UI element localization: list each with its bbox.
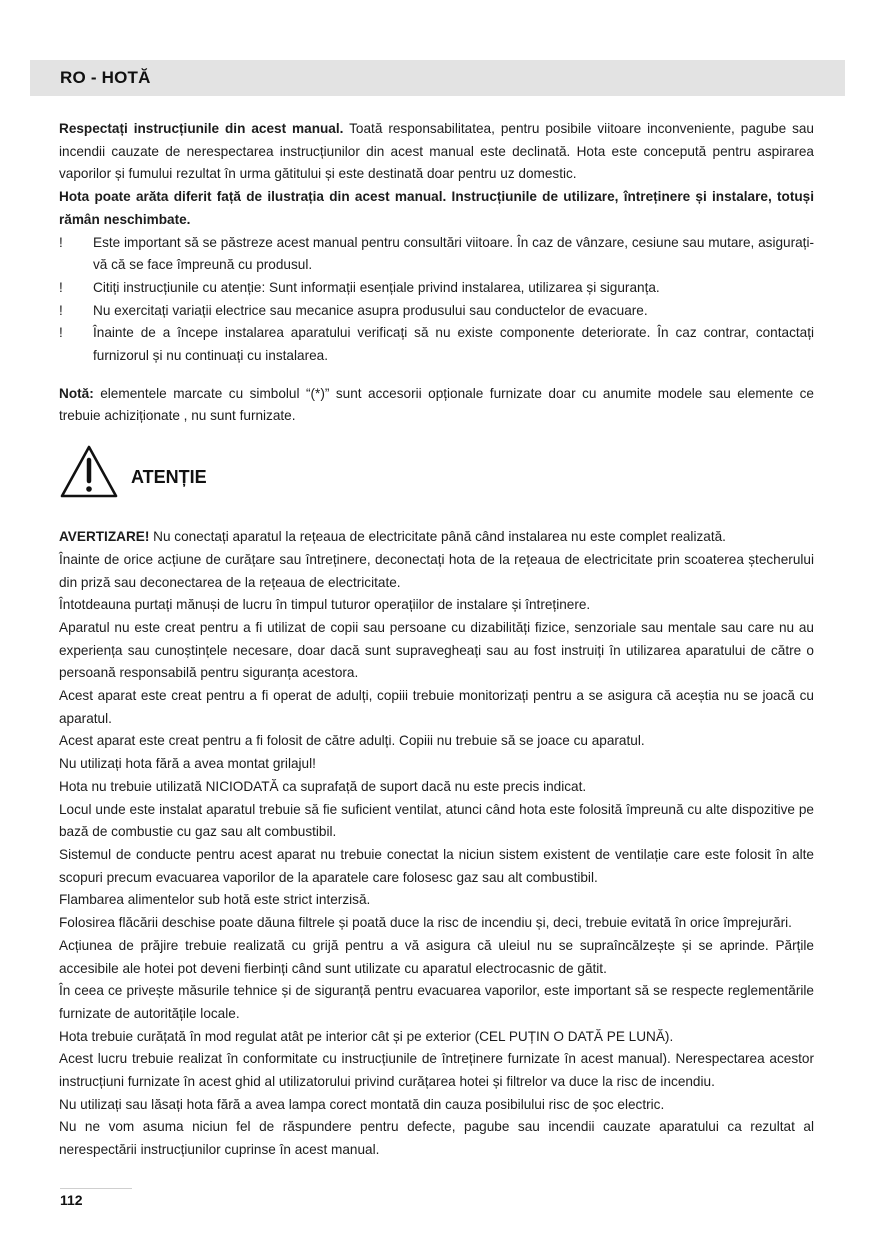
- intro-bold-lead: Respectați instrucțiunile din acest manual.: [59, 121, 344, 136]
- warning-paragraph: Sistemul de conducte pentru acest aparat nu trebuie conectat la niciun sistem existent de ventilație care este folosit în alte scopuri precum evacuarea vaporilor de la aparatele care folosesc gaz sau alt combustibil.: [59, 846, 814, 885]
- list-item: [59, 232, 814, 277]
- intro-text: Toată responsabilitatea, pentru posibile viitoare inconveniente, pagube sau incendii cauzate de nerespectarea instrucțiunilor din acest manual este declinată. Hota este concepută pentru aspirarea vaporilor și fumului rezultat în urma gătitului și este destinată doar pentru uz domestic.: [59, 121, 814, 182]
- intro-paragraph: [59, 118, 814, 186]
- warning-paragraph: Acest aparat este creat pentru a fi operat de adulți, copiii trebuie monitorizați pentru a se asigura că aceștia nu se joacă cu aparatul.: [59, 688, 814, 726]
- list-item: [59, 300, 814, 323]
- warning-paragraph: Hota nu trebuie utilizată NICIODATĂ ca suprafață de suport dacă nu este precis indicat.: [59, 778, 587, 794]
- list-item: [59, 322, 814, 367]
- exclamation-icon: !: [59, 279, 63, 295]
- intro-bold-paragraph: Hota poate arăta diferit față de ilustrația din acest manual. Instrucțiunile de utilizare, întreținere și instalare, totuși rămân neschimbate.: [59, 189, 814, 227]
- warning-paragraph: Hota trebuie curățată în mod regulat atât pe interior cât și pe exterior (CEL PUȚIN O DATĂ PE LUNĂ).: [59, 1028, 674, 1044]
- exclamation-icon: !: [59, 234, 63, 250]
- warning-paragraph: În ceea ce privește măsurile tehnice și de siguranță pentru evacuarea vaporilor, este important să se respecte reglementările furnizate de autoritățile locale.: [59, 983, 814, 1021]
- note-text: elementele marcate cu simbolul “(*)” sunt accesorii opționale furnizate doar cu anumite modele sau elemente ce trebuie achiziționate , nu sunt furnizate.: [59, 385, 814, 424]
- warning-paragraph: Acest aparat este creat pentru a fi folosit de către adulți. Copiii nu trebuie să se joace cu aparatul.: [59, 733, 645, 749]
- warning-title: ATENȚIE: [131, 467, 207, 488]
- warning-heading: [59, 444, 814, 508]
- warning-paragraph: [59, 526, 814, 549]
- exclamation-icon: !: [59, 302, 63, 318]
- warning-paragraph: Flambarea alimentelor sub hotă este strict interzisă.: [59, 892, 371, 908]
- warning-paragraph: Aparatul nu este creat pentru a fi utilizat de copii sau persoane cu dizabilități fizice, senzoriale sau mentale sau care nu au experiența sau cunoștințele necesare, doar dacă sunt supravegheați sau au fost instruiți în utilizarea aparatului de către o persoană responsabilă pentru siguranța acestora.: [59, 619, 814, 681]
- list-item-text: Citiți instrucțiunile cu atenție: Sunt informații esențiale privind instalarea, utilizarea și siguranța.: [93, 279, 660, 295]
- content-body: [59, 118, 814, 1162]
- note-paragraph: [59, 383, 814, 428]
- warning-text: Nu conectați aparatul la rețeaua de electricitate până când instalarea nu este complet realizată.: [149, 529, 726, 545]
- section-header: [30, 60, 845, 96]
- warning-paragraph: Acest lucru trebuie realizat în conformitate cu instrucțiunile de întreținere furnizate în acest manual). Nerespectarea acestor instrucțiuni furnizate în acest ghid al utilizatorului privind curățarea hotei și filtrelor va duce la risc de incendiu.: [59, 1051, 814, 1090]
- warning-list: [59, 526, 814, 1162]
- list-item-text: Este important să se păstreze acest manual pentru consultări viitoare. În caz de vânzare, cesiune sau mutare, asigurați-vă că se face împreună cu produsul.: [93, 234, 814, 273]
- important-list: [59, 232, 814, 368]
- list-item: [59, 277, 814, 300]
- warning-paragraph: Folosirea flăcării deschise poate dăuna filtrele și poată duce la risc de incendiu și, deci, trebuie evitată în orice împrejurări.: [59, 915, 792, 931]
- list-item-text: Înainte de a începe instalarea aparatului verificați să nu existe componente deteriorate. În caz contrar, contactați furnizorul și nu continuați cu instalarea.: [93, 325, 814, 364]
- warning-triangle-icon: [59, 444, 119, 500]
- page-number: 112: [60, 1188, 132, 1208]
- warning-paragraph: Acțiunea de prăjire trebuie realizată cu grijă pentru a vă asigura că uleiul nu se supraîncălzește și se aprinde. Părțile accesibile ale hotei pot deveni fierbinți când sunt utilizate cu aparatul electrocasnic de gătit.: [59, 937, 814, 976]
- warning-paragraph: Întotdeauna purtați mănuși de lucru în timpul tuturor operațiilor de instalare și întreținere.: [59, 597, 591, 613]
- section-title: RO - HOTĂ: [60, 68, 151, 87]
- exclamation-icon: !: [59, 325, 63, 341]
- warning-paragraph: Nu utilizați hota fără a avea montat grilajul!: [59, 756, 316, 772]
- warning-paragraph: Nu utilizați sau lăsați hota fără a avea lampa corect montată din cauza posibilului risc de șoc electric.: [59, 1096, 665, 1112]
- warning-paragraph: Înainte de orice acțiune de curățare sau întreținere, deconectați hota de la rețeaua de electricitate prin scoaterea ștecherului din priză sau deconectarea de la rețeaua de electricitate.: [59, 551, 814, 590]
- warning-paragraph: Nu ne vom asuma niciun fel de răspundere pentru defecte, pagube sau incendii cauzate aparatului ca rezultat al nerespectării instrucțiunilor cuprinse în acest manual.: [59, 1119, 814, 1158]
- warning-paragraph: Locul unde este instalat aparatul trebuie să fie suficient ventilat, atunci când hota este folosită împreună cu alte dispozitive pe bază de combustie cu gaz sau alt combustibil.: [59, 801, 814, 840]
- note-label: Notă:: [59, 385, 94, 401]
- list-item-text: Nu exercitați variații electrice sau mecanice asupra produsului sau conductelor de evacuare.: [93, 302, 648, 318]
- warning-bold-lead: AVERTIZARE!: [59, 529, 150, 545]
